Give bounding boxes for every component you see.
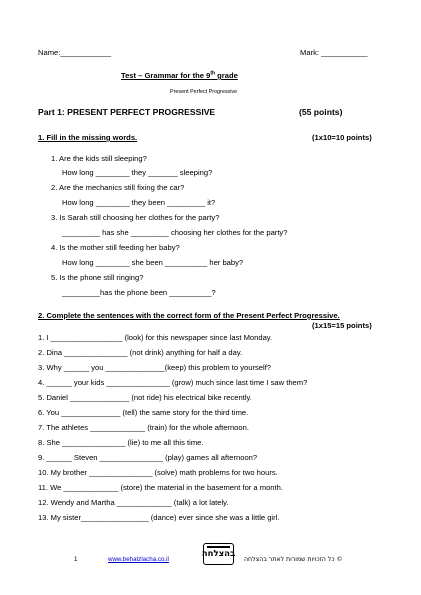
s2-sentence-9: 9. ______ Steven _______________ (play) games all afternoon?: [38, 453, 258, 462]
s2-sentence-12: 12. Wendy and Martha _____________ (talk) a lot lately.: [38, 498, 229, 507]
s2-sentence-11: 11. We _____________ (store) the material in the basement for a month.: [38, 483, 283, 492]
s2-sentence-10: 10. My brother _______________ (solve) math problems for two hours.: [38, 468, 278, 477]
website-link[interactable]: www.behatzlacha.co.il: [108, 556, 169, 563]
s1-question-1: 1. Are the kids still sleeping?: [51, 154, 147, 163]
s2-sentence-5: 5. Daniel ______________ (not ride) his electrical bike recently.: [38, 393, 252, 402]
mark-field: Mark: ___________: [300, 48, 368, 57]
s2-sentence-8: 8. She _______________ (lie) to me all this time.: [38, 438, 204, 447]
s1-question-5: 5. Is the phone still ringing?: [51, 273, 144, 282]
page-number: 1: [74, 556, 78, 563]
s2-sentence-1: 1. I _________________ (look) for this newspaper since last Monday.: [38, 333, 273, 342]
s2-sentence-6: 6. You ______________ (tell) the same story for the third time.: [38, 408, 249, 417]
section2-title: 2. Complete the sentences with the correct form of the Present Perfect Progressive.: [38, 311, 340, 320]
part1-heading: Part 1: PRESENT PERFECT PROGRESSIVE: [38, 107, 216, 117]
s1-question-2: 2. Are the mechanics still fixing the car?: [51, 183, 185, 192]
part1-points: (55 points): [299, 107, 343, 117]
section1-title: 1. Fill in the missing words.: [38, 133, 138, 142]
s1-answer-1: How long ________ they _______ sleeping?: [62, 168, 213, 177]
test-title: Test – Grammar for the 9th grade: [121, 70, 238, 80]
s1-answer-5: _________has the phone been __________?: [62, 288, 216, 297]
name-field: Name:____________: [38, 48, 112, 57]
s2-sentence-13: 13. My sister________________ (dance) ever since she was a little girl.: [38, 513, 280, 522]
test-subtitle: Present Perfect Progressive: [170, 89, 238, 95]
s2-sentence-2: 2. Dina _______________ (not drink) anything for half a day.: [38, 348, 243, 357]
section1-points: (1x10=10 points): [312, 133, 372, 142]
s2-sentence-3: 3. Why ______ you ______________(keep) this problem to yourself?: [38, 363, 272, 372]
s1-question-4: 4. Is the mother still feeding her baby?: [51, 243, 180, 252]
s1-question-3: 3. Is Sarah still choosing her clothes for the party?: [51, 213, 220, 222]
copyright-notice: כל הזכויות שמורות לאתר בהצלחה ©: [244, 556, 343, 563]
s1-answer-3: _________ has she _________ choosing her clothes for the party?: [62, 228, 288, 237]
s1-answer-2: How long ________ they been _________ it?: [62, 198, 216, 207]
behatzlacha-logo: בהצלחה: [203, 543, 234, 565]
s1-answer-4: How long ________ she been __________ her baby?: [62, 258, 244, 267]
s2-sentence-4: 4. ______ your kids _______________ (grow) much since last time I saw them?: [38, 378, 308, 387]
s2-sentence-7: 7. The athletes _____________ (train) for the whole afternoon.: [38, 423, 249, 432]
section2-points: (1x15=15 points): [312, 321, 372, 330]
